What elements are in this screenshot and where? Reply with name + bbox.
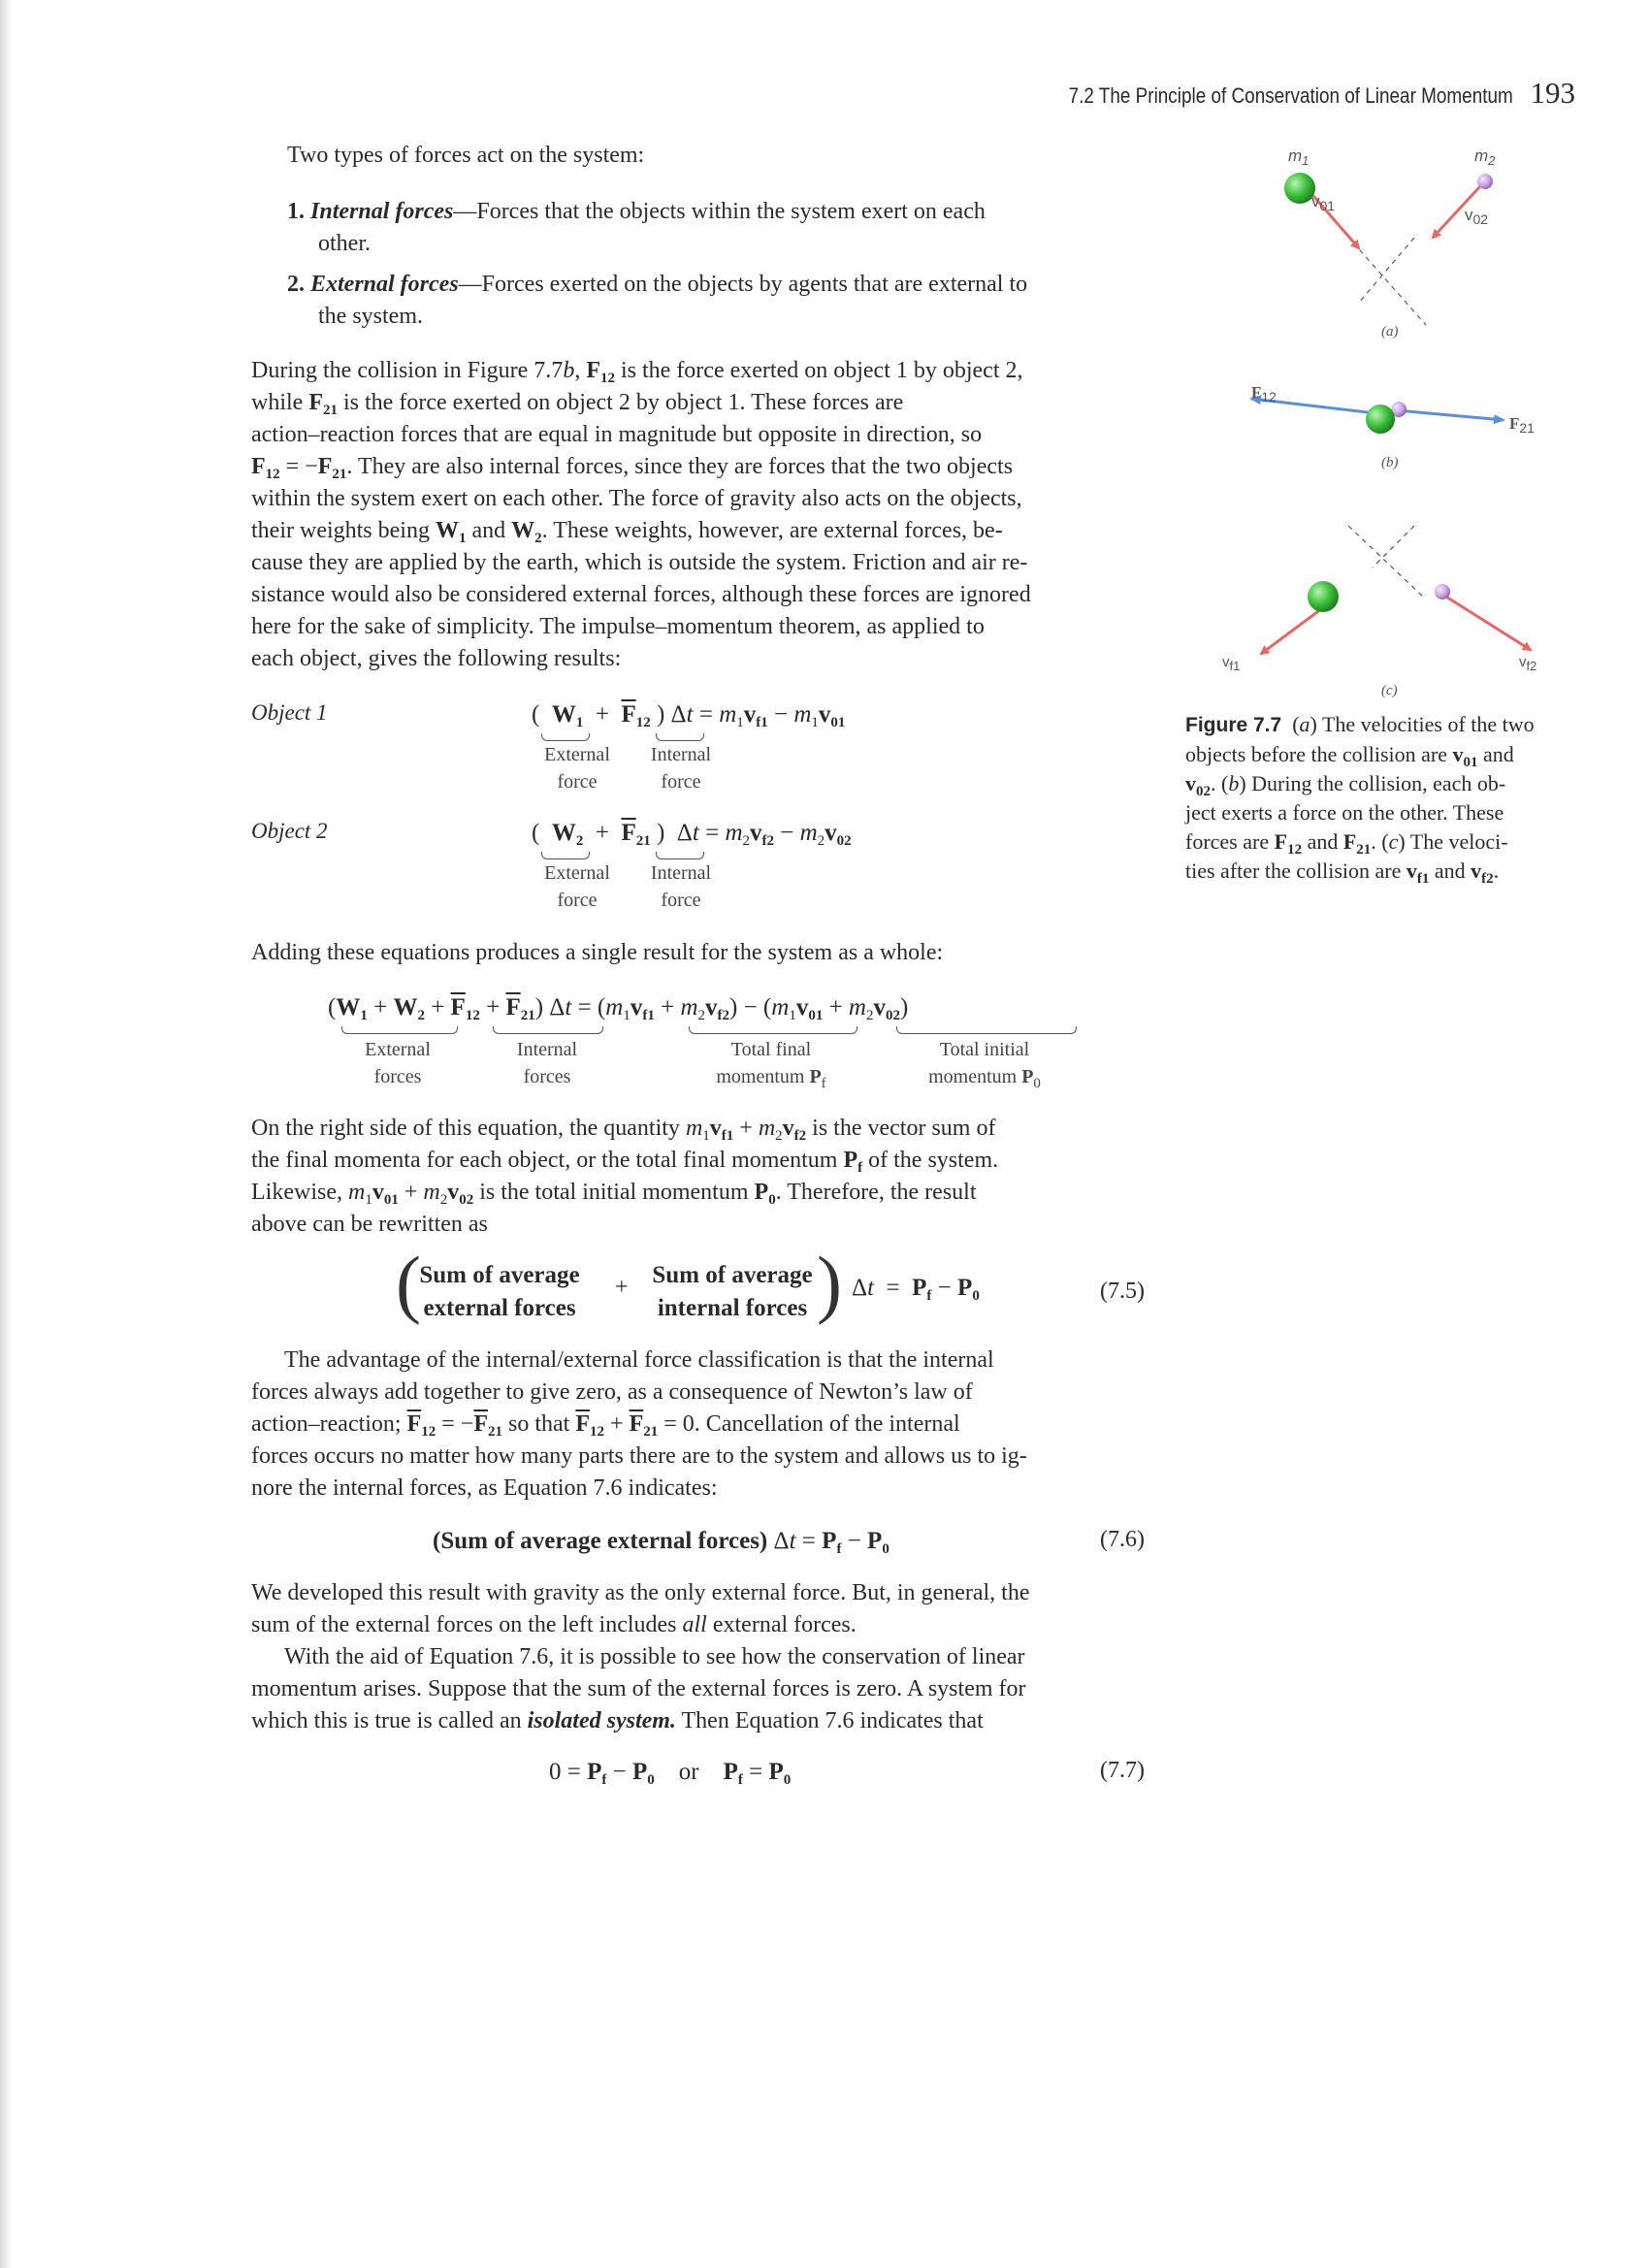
scan-edge — [0, 0, 14, 2268]
equation-7-7: $0 = P_f - P_0$ or $P_f = P_0$ — [549, 1759, 792, 1788]
running-header — [996, 76, 1575, 111]
list-item: 1. Internal forces—Forces that the objects within the system exert on each other. — [287, 199, 986, 256]
ball-m2 — [1477, 174, 1493, 189]
equation-object2: ( $W_2 + \overline{F}_{21}$ ) $\Delta t = m_2v_{f2} - m_2v_{02}$ — [532, 820, 852, 849]
term-internal-forces: Internal forces — [310, 199, 454, 224]
label-vf2: vf2 — [1519, 654, 1537, 673]
list-item: 2. External forces—Forces exerted on the objects by agents that are external to the system. — [287, 272, 1028, 329]
label-m2: $m_2$ — [1474, 146, 1496, 168]
equation-number-7-5: (7.5) — [1100, 1279, 1145, 1304]
paragraph-collision: During the collision in Figure 7.7b, $F_{12}$ is the force exerted on object 1 by object 2, while $F_{21}$ is the force exerted on object 2 by object 1. These forces are action–reaction forces that are equal in magnitude but opposite in direction, so $F_{12} = -F_{21}$. They are also internal forces, since they are forces that the two objects within the system exert on each other. The force of gravity also acts on the objects, their weights being $W_1$ and $W_2$. These weights, however, are external forces, be- cause they are applied by the earth, which is outside the system. Friction and air re- sistance would also be considered external forces, although these forces are ignored here for the sake of simplicity. The impulse–momentum theorem, as applied to each object, gives the following results: — [251, 358, 1031, 671]
arrow-F21 — [1397, 410, 1504, 420]
label-F12: $F_{12}$ — [1251, 383, 1277, 405]
figure-label: Figure 7.7 — [1185, 714, 1282, 736]
brace-initial — [896, 1026, 1077, 1034]
equation-number-7-7: (7.7) — [1100, 1758, 1145, 1783]
figure-caption: Figure 7.7 (a) The velocities of the two objects before the collision are $v_{01}$ and $v_{02}$. (b) During the collision, each ob- ject exerts a force on the other. These forces are $F_{12}$ and $F_{21}$. (c) The veloci- ties after the collision are $v_{f1}$ and $v_{f2}$. — [1185, 712, 1535, 887]
term-external-forces: External forces — [310, 272, 459, 297]
arrow-vf2 — [1441, 594, 1531, 650]
term-isolated-system: isolated system. — [527, 1708, 676, 1733]
page-number: 193 — [1530, 76, 1575, 110]
brace-internal — [493, 1026, 603, 1034]
brace-label-internal: Internal force — [650, 862, 712, 911]
label-total-final: Total final momentum $P_f$ — [716, 1039, 826, 1091]
ball-m1-after — [1308, 581, 1339, 612]
arrow-vf1 — [1261, 606, 1325, 654]
label-external-forces: External forces — [365, 1039, 431, 1087]
equation-combined: $(W_1 + W_2 + \overline{F}_{12} + \overline{F}_{21}) \Delta t = (m_1v_{f1} + m_2v_{f2}) - (m_1v_{01} + m_2v_{02})$ — [328, 994, 909, 1023]
label-v01: $v_{01}$ — [1311, 192, 1336, 213]
brace-label-external: External force — [544, 862, 610, 911]
label-m1: $m_1$ — [1288, 146, 1310, 168]
equation-number-7-6: (7.6) — [1100, 1527, 1145, 1552]
brace-external — [541, 852, 590, 859]
label-internal-forces: Internal forces — [516, 1039, 578, 1087]
brace-final — [689, 1026, 857, 1034]
paragraph-gravity: We developed this result with gravity as the only external force. But, in general, the sum of the external forces on the left includes all external forces. — [251, 1580, 1030, 1637]
paragraph-momentum: On the right side of this equation, the quantity $m_1v_{f1} + m_2v_{f2}$ is the vector sum of the final momenta for each object, or the total final momentum $P_f$ of the system. Likewise, $m_1v_{01} + m_2v_{02}$ is the total initial momentum $P_0$. Therefore, the result above can be rewritten as — [251, 1116, 999, 1237]
brace-internal — [656, 733, 704, 741]
adding-text: Adding these equations produces a single result for the system as a whole: — [251, 940, 944, 965]
ball-m2-after — [1435, 584, 1450, 599]
label-panel-c: (c) — [1381, 683, 1398, 698]
label-total-initial: Total initial momentum $P_0$ — [928, 1039, 1041, 1091]
brace-external — [541, 733, 590, 741]
equation-7-5: ( Sum of average external forces + Sum of average internal forces ) $\Delta t = P_f - P_0$ — [396, 1241, 980, 1325]
panel-c — [1261, 526, 1531, 654]
paragraph-advantage: The advantage of the internal/external force classification is that the internal forces always add together to give zero, as a consequence of Newton’s law of action–reaction; $\overline{F}_{12} = -\overline{F}_{21}$ so that $\overline{F}_{12} + \overline{F}_{21} = 0$. Cancellation of the internal forces occurs no matter how many parts there are to the system and allows us to ig- nore the internal forces, as Equation 7.6 indicates: — [251, 1347, 1027, 1501]
label-F21: $F_{21}$ — [1509, 414, 1535, 436]
object2-label: Object 2 — [251, 819, 328, 843]
label-vf1: vf1 — [1222, 654, 1241, 673]
brace-external — [341, 1026, 458, 1034]
panel-b — [1251, 399, 1504, 434]
label-panel-b: (b) — [1381, 455, 1399, 470]
equation-object1: ( $W_1 + \overline{F}_{12}$ ) $\Delta t = m_1v_{f1} - m_1v_{01}$ — [532, 701, 846, 730]
ball-m1-collision — [1366, 405, 1395, 434]
object1-label: Object 1 — [251, 700, 328, 725]
brace-label-external: External force — [544, 744, 610, 793]
figure-7-7-diagram — [1203, 136, 1591, 698]
label-panel-a: (a) — [1381, 324, 1399, 340]
paragraph-isolated: With the aid of Equation 7.6, it is possible to see how the conservation of linear momentum arises. Suppose that the sum of the external forces is zero. A system for which this is true is called an isolated system. Then Equation 7.6 indicates that — [251, 1644, 1026, 1733]
section-title: 7.2 The Principle of Conservation of Linear Momentum — [1068, 83, 1513, 108]
brace-label-internal: Internal force — [650, 744, 712, 793]
label-v02: $v_{02}$ — [1465, 206, 1489, 227]
equation-7-6: (Sum of average external forces) $\Delta t = P_f - P_0$ — [433, 1528, 889, 1557]
intro-line: Two types of forces act on the system: — [287, 143, 645, 168]
brace-internal — [656, 852, 704, 859]
